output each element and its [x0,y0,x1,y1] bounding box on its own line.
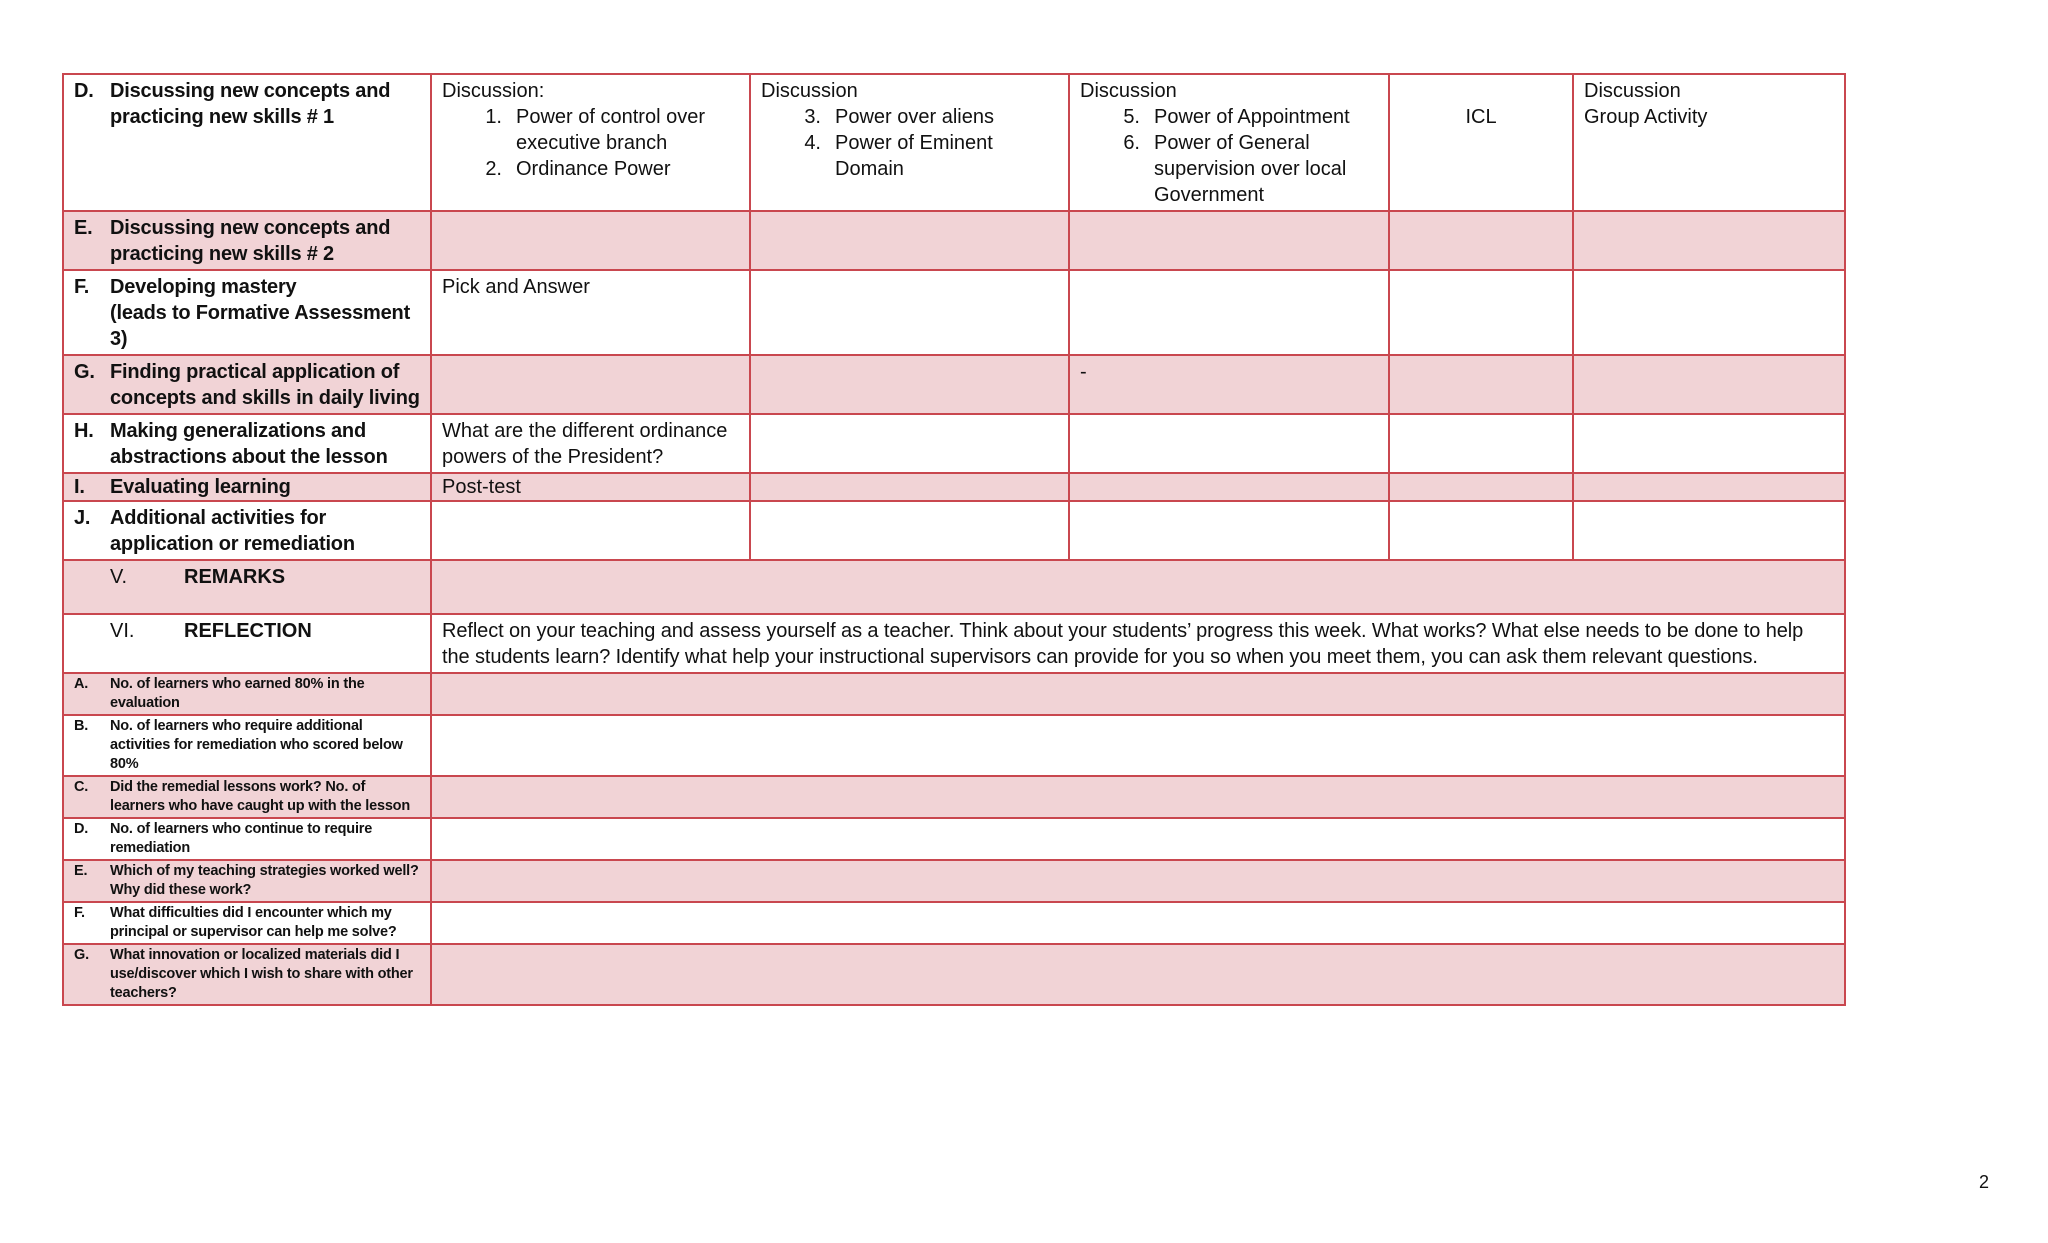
day3-list [1080,104,1378,208]
table-row-d [63,74,1845,211]
row-label: Discussing new concepts and practicing new skills # 1 [110,80,391,128]
list-item: 1. Power of control over executive branch [485,106,705,154]
reflection-item-label: A. No. of learners who earned 80% in the evaluation [63,673,431,715]
day5-cell [1573,74,1845,211]
table-row-f [63,270,1845,355]
day4-text: ICL [1465,106,1497,128]
reflection-item-row [63,944,1845,1005]
remarks-label-cell: V. REMARKS [63,560,431,614]
day1-list [442,104,739,182]
day1-heading: Discussion: [442,80,545,102]
day5-line1: Discussion [1584,80,1681,102]
page-number: 2 [1979,1172,1990,1192]
row-label: Additional activities for application or remediation [110,507,355,555]
reflection-row [63,614,1845,673]
list-item: 5. Power of Appointment [1123,106,1350,128]
list-item: 3. Power over aliens [804,106,994,128]
remarks-row [63,560,1845,614]
row-label-cell: H. Making generalizations and abstractions about the lesson [63,414,431,473]
day1-cell [431,74,750,211]
reflection-item-label: E. Which of my teaching strategies worked well? Why did these work? [63,860,431,902]
row-label-cell: I. Evaluating learning [63,473,431,501]
table-row-i [63,473,1845,501]
day1-cell: What are the different ordinance powers of the President? [431,414,750,473]
day4-cell [1389,74,1573,211]
reflection-item-label: F. What difficulties did I encounter which my principal or supervisor can help me solve? [63,902,431,944]
row-label-cell: J. Additional activities for application or remediation [63,501,431,560]
list-item: 2. Ordinance Power [485,158,671,180]
day3-cell: - [1069,355,1389,414]
table-row-h [63,414,1845,473]
reflection-item-label: C. Did the remedial lessons work? No. of learners who have caught up with the lesson [63,776,431,818]
reflection-instructions: Reflect on your teaching and assess yourself as a teacher. Think about your students’ progress this week. What works? What else needs to be done to help the students learn? Identify what help your instructional supervisors can provide for you so when you meet them, you can ask them relevant questions. [431,614,1845,673]
table-row-j [63,501,1845,560]
reflection-label-cell: VI. REFLECTION [63,614,431,673]
row-label: Evaluating learning [110,476,291,498]
section-title: REMARKS [184,566,286,588]
daily-lesson-log-table [62,73,1846,1006]
list-item: 6. Power of General supervision over local Government [1123,132,1347,206]
reflection-item-row [63,902,1845,944]
day2-cell [750,74,1069,211]
row-label-cell: E. Discussing new concepts and practicing new skills # 2 [63,211,431,270]
row-letter: D. [74,80,94,102]
reflection-item-row [63,860,1845,902]
row-label-cell: F. Developing mastery (leads to Formative Assessment 3) [63,270,431,355]
table-row-e [63,211,1845,270]
list-item: 4. Power of Eminent Domain [804,132,993,180]
day3-cell [1069,74,1389,211]
row-label: Finding practical application of concepts and skills in daily living [110,361,420,409]
day2-list [761,104,1058,182]
row-label: Making generalizations and abstractions about the lesson [110,420,388,468]
reflection-item-row [63,673,1845,715]
section-title: REFLECTION [184,620,312,642]
row-label: Discussing new concepts and practicing new skills # 2 [110,217,391,265]
row-label-cell: G. Finding practical application of concepts and skills in daily living [63,355,431,414]
table-row-g [63,355,1845,414]
reflection-item-label: D. No. of learners who continue to require remediation [63,818,431,860]
reflection-item-label: G. What innovation or localized materials did I use/discover which I wish to share with other teachers? [63,944,431,1005]
day1-cell: Pick and Answer [431,270,750,355]
day5-line2: Group Activity [1584,106,1708,128]
reflection-item-row [63,818,1845,860]
row-label-sub: (leads to Formative Assessment 3) [110,302,411,350]
remarks-content-cell [431,560,1845,614]
reflection-item-label: B. No. of learners who require additional activities for remediation who scored below 80% [63,715,431,776]
row-label: Developing mastery [110,276,297,298]
day2-heading: Discussion [761,80,858,102]
day1-cell: Post-test [431,473,750,501]
row-label-cell [63,74,431,211]
reflection-item-row [63,715,1845,776]
reflection-item-row [63,776,1845,818]
day3-heading: Discussion [1080,80,1177,102]
